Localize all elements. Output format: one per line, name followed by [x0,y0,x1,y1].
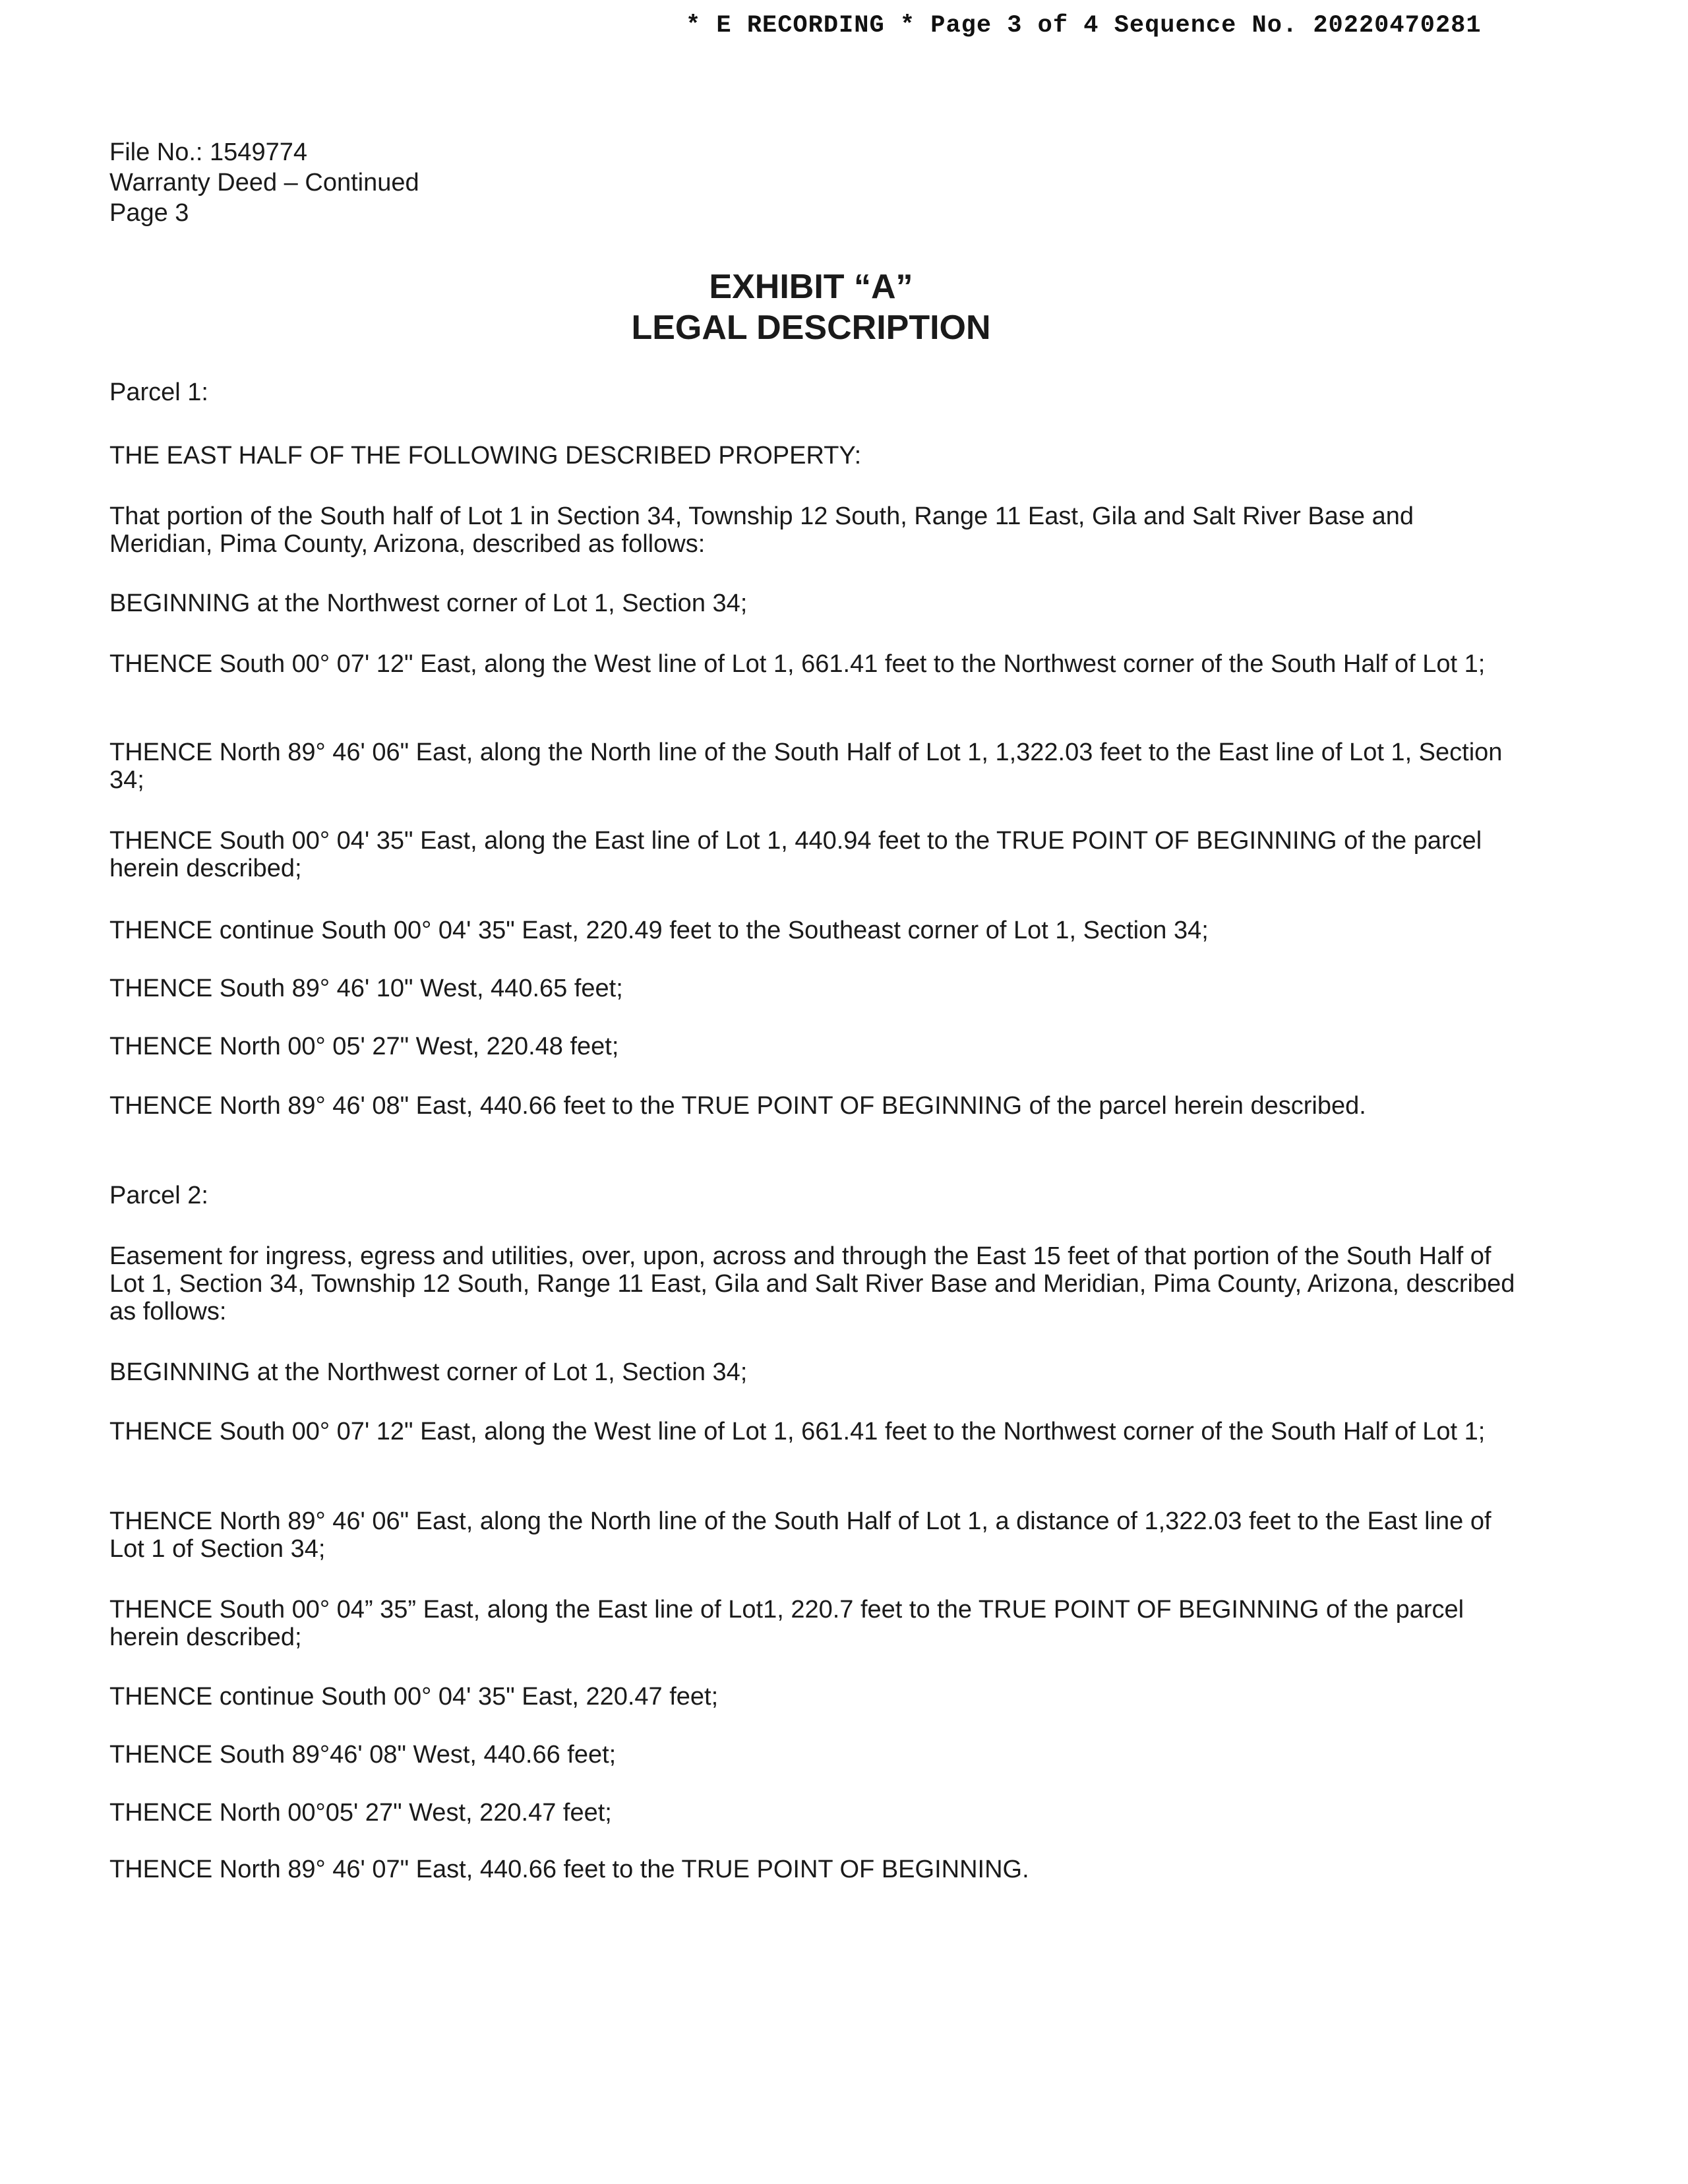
parcel-1-paragraph: THENCE North 00° 05' 27" West, 220.48 feet; [109,1033,619,1060]
parcel-1-paragraph: THENCE North 89° 46' 08" East, 440.66 feet to the TRUE POINT OF BEGINNING of the parcel herein described. [109,1092,1366,1120]
parcel-2-heading: Parcel 2: [109,1182,208,1209]
parcel-1-paragraph: THENCE South 89° 46' 10" West, 440.65 feet; [109,975,623,1002]
parcel-2-paragraph: Easement for ingress, egress and utilities, over, upon, across and through the East 15 feet of that portion of the South Half of Lot 1, Section 34, Township 12 South, Range 11 East, Gila and Salt River Base and Meridian, Pima County, Arizona, described as follows: [109,1242,1515,1325]
parcel-1-paragraph: THENCE South 00° 04' 35" East, along the East line of Lot 1, 440.94 feet to the TRUE POINT OF BEGINNING of the parcel herein described; [109,827,1482,882]
page-number: Page 3 [109,199,189,227]
parcel-2-paragraph: THENCE South 89°46' 08" West, 440.66 feet; [109,1741,617,1769]
parcel-1-paragraph: BEGINNING at the Northwest corner of Lot 1, Section 34; [109,590,748,617]
exhibit-title-line2: LEGAL DESCRIPTION [631,309,991,347]
parcel-2-paragraph: BEGINNING at the Northwest corner of Lot 1, Section 34; [109,1358,748,1386]
recording-stamp: * E RECORDING * Page 3 of 4 Sequence No. 20220470281 [686,12,1482,40]
parcel-2-paragraph: THENCE South 00° 07' 12" East, along the West line of Lot 1, 661.41 feet to the Northwest corner of the South Half of Lot 1; [109,1418,1486,1445]
exhibit-title-line1: EXHIBIT “A” [709,268,913,306]
parcel-2-paragraph: THENCE continue South 00° 04' 35" East, 220.47 feet; [109,1683,719,1711]
exhibit-title [0,266,1622,348]
document-type: Warranty Deed – Continued [109,169,419,197]
parcel-1-paragraph: THENCE continue South 00° 04' 35" East, 220.49 feet to the Southeast corner of Lot 1, Section 34; [109,917,1209,944]
parcel-1-paragraph: That portion of the South half of Lot 1 in Section 34, Township 12 South, Range 11 East, Gila and Salt River Base and Meridian, Pima County, Arizona, described as follows: [109,502,1414,558]
parcel-1-paragraph: THENCE South 00° 07' 12" East, along the West line of Lot 1, 661.41 feet to the Northwest corner of the South Half of Lot 1; [109,650,1486,678]
parcel-2-paragraph: THENCE North 00°05' 27" West, 220.47 feet; [109,1799,612,1827]
parcel-1-heading: Parcel 1: [109,379,208,406]
parcel-2-paragraph: THENCE South 00° 04” 35” East, along the East line of Lot1, 220.7 feet to the TRUE POINT OF BEGINNING of the parcel herein described; [109,1596,1464,1651]
parcel-1-paragraph: THE EAST HALF OF THE FOLLOWING DESCRIBED PROPERTY: [109,442,862,470]
file-info-block [109,137,419,228]
parcel-2-paragraph: THENCE North 89° 46' 07" East, 440.66 feet to the TRUE POINT OF BEGINNING. [109,1856,1029,1883]
parcel-2-paragraph: THENCE North 89° 46' 06" East, along the North line of the South Half of Lot 1, a distance of 1,322.03 feet to the East line of Lot 1 of Section 34; [109,1507,1492,1563]
parcel-1-paragraph: THENCE North 89° 46' 06" East, along the North line of the South Half of Lot 1, 1,322.03 feet to the East line of Lot 1, Section 34; [109,739,1503,794]
file-number: File No.: 1549774 [109,138,307,166]
